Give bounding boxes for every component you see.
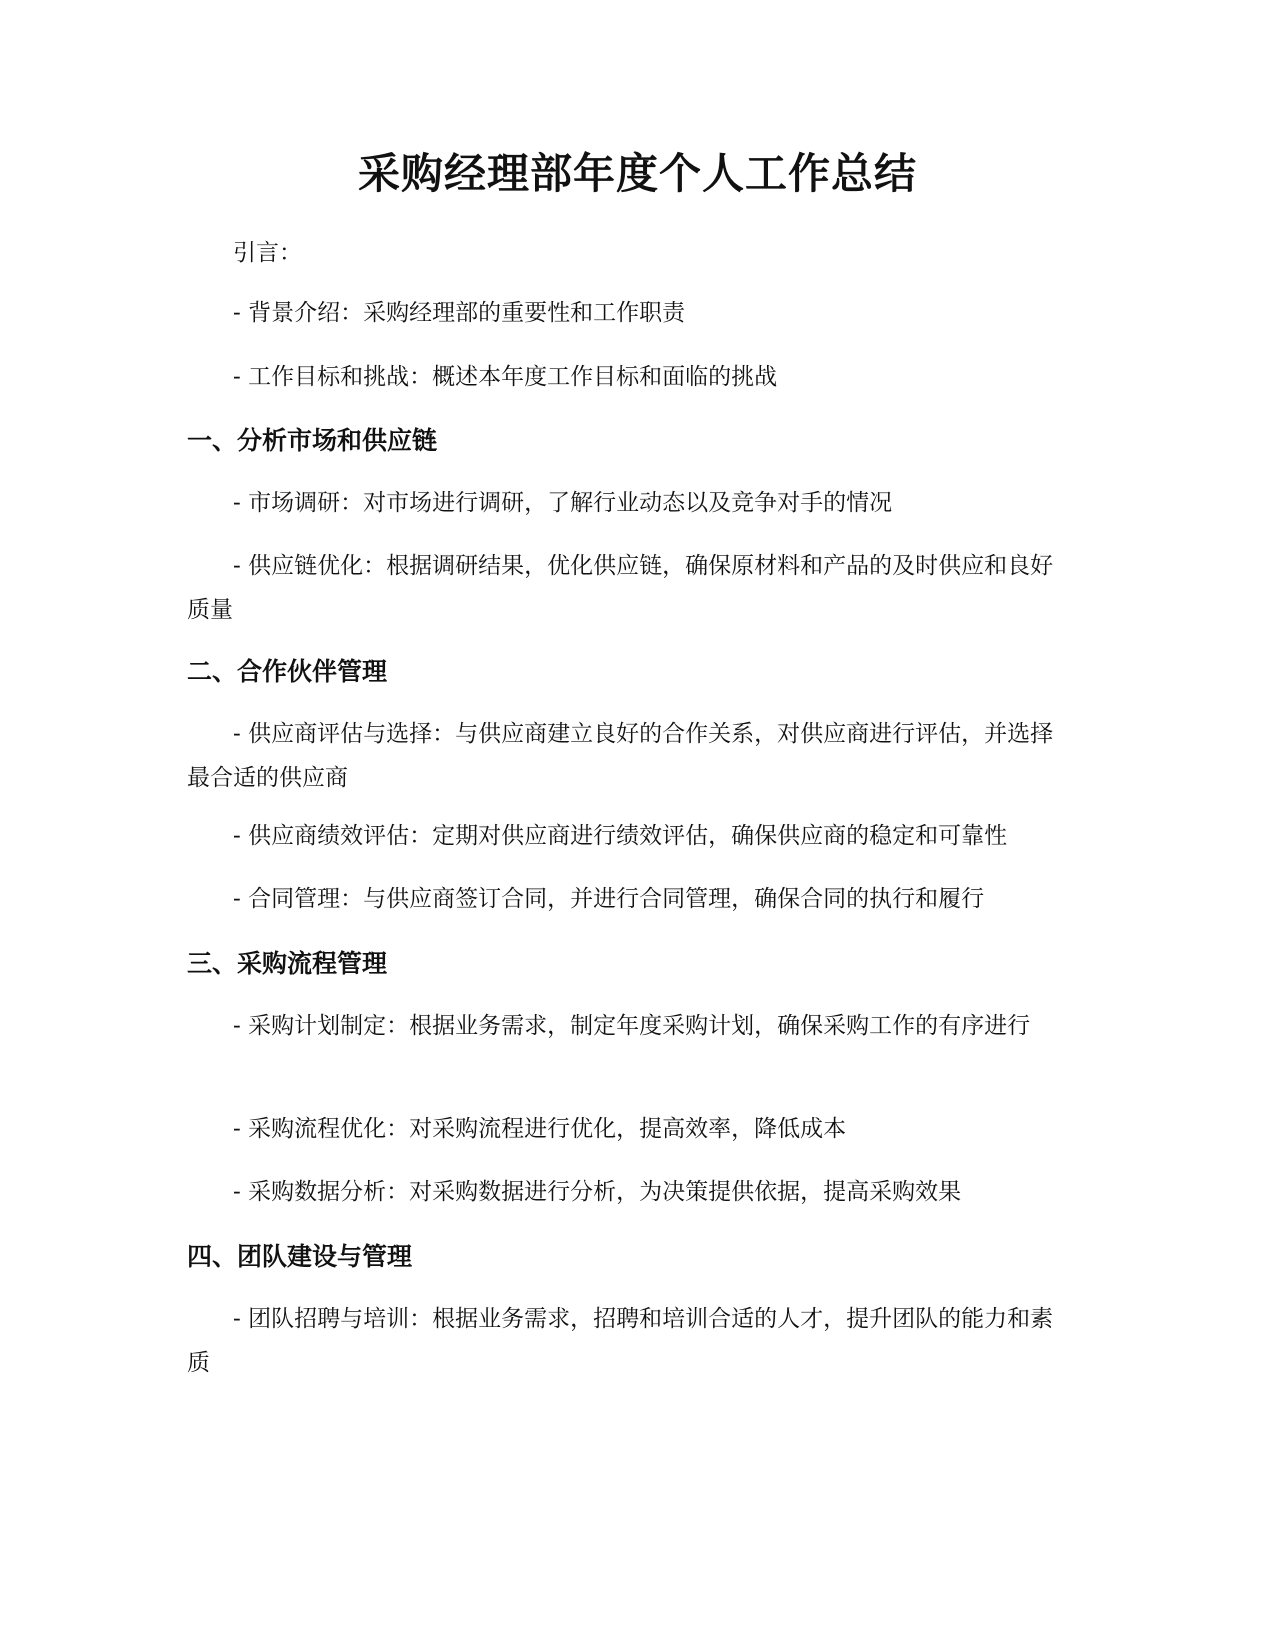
section-partners-item-contracts: - 合同管理：与供应商签订合同，并进行合同管理，确保合同的执行和履行	[233, 886, 985, 912]
section-team-item-recruitment: - 团队招聘与培训：根据业务需求，招聘和培训合适的人才，提升团队的能力和素质	[187, 1306, 1054, 1376]
section-heading-process: 三、采购流程管理	[187, 949, 388, 978]
section-heading-market: 一、分析市场和供应链	[187, 426, 438, 455]
section-process-item-planning: - 采购计划制定：根据业务需求，制定年度采购计划，确保采购工作的有序进行	[233, 1013, 1031, 1039]
section-partners-item-performance: - 供应商绩效评估：定期对供应商进行绩效评估，确保供应商的稳定和可靠性	[233, 823, 1008, 849]
intro-label: 引言：	[233, 240, 302, 266]
section-process-item-optimization: - 采购流程优化：对采购流程进行优化，提高效率，降低成本	[233, 1116, 847, 1142]
section-heading-partners: 二、合作伙伴管理	[187, 657, 388, 686]
section-process-item-analysis: - 采购数据分析：对采购数据进行分析，为决策提供依据，提高采购效果	[233, 1179, 962, 1205]
document-title: 采购经理部年度个人工作总结	[357, 149, 917, 198]
intro-item-background: - 背景介绍：采购经理部的重要性和工作职责	[233, 300, 686, 326]
section-heading-team: 四、团队建设与管理	[187, 1242, 413, 1271]
section-partners-item-selection: - 供应商评估与选择：与供应商建立良好的合作关系，对供应商进行评估，并选择最合适的供应商	[187, 721, 1054, 791]
intro-item-goals: - 工作目标和挑战：概述本年度工作目标和面临的挑战	[233, 364, 778, 390]
section-market-item-supply-chain: - 供应链优化：根据调研结果，优化供应链，确保原材料和产品的及时供应和良好质量	[187, 553, 1054, 623]
section-market-item-research: - 市场调研：对市场进行调研，了解行业动态以及竞争对手的情况	[233, 490, 893, 516]
